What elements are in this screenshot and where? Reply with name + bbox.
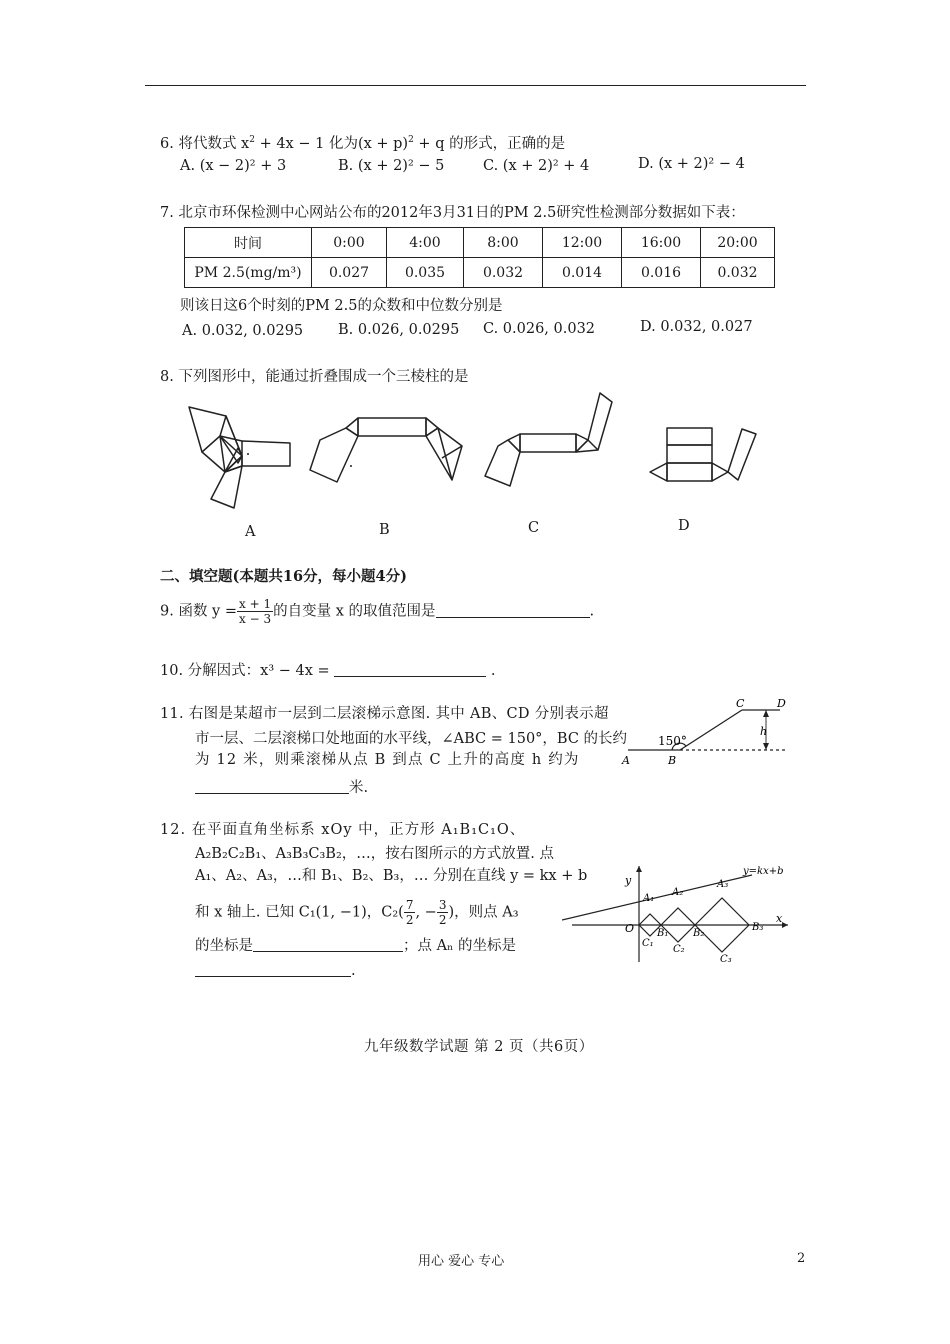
top-rule — [145, 85, 806, 86]
q6-stem: 6. 将代数式 $x^2 + 4x - 1$ 化为$(x + p)^2 + q$ 的形式，正确的是 — [160, 135, 566, 152]
table-cell: 0:00 — [312, 228, 387, 258]
q10-prefix: 10. 分解因式：x³ − 4x = — [160, 663, 330, 679]
point-d-label: D — [777, 697, 786, 710]
table-cell: 20:00 — [701, 228, 775, 258]
q7-question: 则该日这6个时刻的PM 2.5的众数和中位数分别是 — [180, 298, 503, 314]
q11-line-4: 米. — [195, 779, 368, 796]
point-b1-label: B₁ — [657, 928, 669, 939]
q11-line-2: 市一层、二层滚梯口处地面的水平线，∠ABC = 150°，BC 的长约 — [195, 731, 628, 747]
q12-line-6: . — [195, 962, 356, 979]
origin-label: O — [625, 922, 635, 935]
y-axis-label: y — [625, 874, 632, 887]
table-cell: 0.032 — [464, 258, 543, 288]
point-c2-label: C₂ — [673, 944, 685, 955]
q12-line-3: A₁、A₂、A₃，…和 B₁、B₂、B₃，… 分别在直线 y = kx + b — [195, 868, 588, 884]
point-a-label: A — [622, 754, 630, 767]
q6-option-d: D. (x + 2)² − 4 — [638, 156, 745, 172]
table-cell: 8:00 — [464, 228, 543, 258]
q10-line: 10. 分解因式：x³ − 4x = . — [160, 663, 496, 679]
q7-option-c: C. 0.026, 0.032 — [483, 321, 596, 337]
q12-line-5: 的坐标是 ；点 Aₙ 的坐标是 — [195, 938, 516, 954]
q6-option-c: C. (x + 2)² + 4 — [483, 158, 590, 174]
table-cell: 0.027 — [312, 258, 387, 288]
q12-line-4: 和 x 轴上. 已知 C₁(1, −1)，C₂( $\frac{7}{2}$ , − $\frac{3}{2}$ )，则点 A₃ — [195, 898, 519, 927]
page-number: 2 — [797, 1251, 806, 1266]
net-b — [310, 418, 462, 482]
q9-line: 9. 函数 y = $\frac{x + 1}{x - 3}$ 的自变量 x 的取值范围是 . — [160, 597, 595, 626]
q8-stem: 8. 下列图形中，能通过折叠围成一个三棱柱的是 — [160, 369, 469, 385]
height-label: h — [760, 725, 768, 738]
squares-figure — [562, 858, 794, 968]
q12-line-1: 12. 在平面直角坐标系 xOy 中，正方形 A₁B₁C₁O、 — [160, 822, 526, 838]
q12-line-2: A₂B₂C₂B₁、A₃B₃C₃B₂，…，按右图所示的方式放置. 点 — [195, 846, 554, 862]
table-cell: 0.014 — [543, 258, 622, 288]
table-cell: 0.016 — [622, 258, 701, 288]
point-b3-label: B₃ — [752, 922, 764, 933]
net-label-a: A — [245, 524, 256, 540]
q10-answer-blank — [334, 662, 486, 677]
q6-option-a: A. (x − 2)² + 3 — [180, 158, 287, 174]
table-cell: 0.035 — [387, 258, 464, 288]
point-a2-label: A₂ — [672, 887, 684, 898]
table-cell: 12:00 — [543, 228, 622, 258]
fraction-3-2: $\frac{3}{2}$ — [438, 898, 447, 927]
q7-stem: 7. 北京市环保检测中心网站公布的2012年3月31日的PM 2.5研究性检测部分数据如下表： — [160, 205, 745, 221]
table-cell: 0.032 — [701, 258, 775, 288]
point-a3-label: A₃ — [717, 879, 729, 890]
q9-fraction: $\frac{x + 1}{x - 3}$ — [239, 597, 272, 626]
q9-suffix: 的自变量 x 的取值范围是 — [273, 603, 436, 620]
net-d — [650, 428, 756, 481]
q7-option-b: B. 0.026, 0.0295 — [338, 322, 460, 338]
net-label-b: B — [379, 522, 390, 538]
section-2-heading: 二、填空题(本题共16分，每小题4分) — [160, 568, 407, 585]
net-a — [189, 407, 290, 508]
table-header-pm: PM 2.5(mg/m³) — [185, 258, 312, 288]
table-cell: 4:00 — [387, 228, 464, 258]
table-row-time — [185, 228, 775, 258]
point-c3-label: C₃ — [720, 954, 732, 965]
q11-line-3: 为 12 米，则乘滚梯从点 B 到点 C 上升的高度 h 约为 — [195, 752, 580, 768]
q11-answer-blank — [195, 779, 349, 794]
angle-label: 150° — [658, 734, 687, 748]
point-c1-label: C₁ — [642, 938, 654, 949]
q7-option-a: A. 0.032, 0.0295 — [182, 323, 304, 339]
q7-option-d: D. 0.032, 0.027 — [640, 319, 753, 335]
table-header-time: 时间 — [185, 228, 312, 258]
point-b-label: B — [668, 754, 677, 767]
escalator-figure — [620, 695, 795, 770]
fraction-7-2: $\frac{7}{2}$ — [405, 898, 414, 927]
table-cell: 16:00 — [622, 228, 701, 258]
net-c — [485, 393, 612, 486]
point-c-label: C — [736, 697, 745, 710]
q9-answer-blank — [436, 603, 590, 618]
q12-answer-blank-1 — [253, 937, 403, 952]
line-equation-label: y=kx+b — [743, 866, 784, 877]
table-row-pm — [185, 258, 775, 288]
footer-motto: 用心 爱心 专心 — [418, 1254, 505, 1269]
q12-answer-blank-2 — [195, 962, 351, 977]
page-label: 九年级数学试题 第 2 页（共6页） — [364, 1039, 594, 1055]
point-a1-label: A₁ — [643, 893, 655, 904]
q6-option-b: B. (x + 2)² − 5 — [338, 158, 445, 174]
q11-line-1: 11. 右图是某超市一层到二层滚梯示意图. 其中 AB、CD 分别表示超 — [160, 706, 609, 722]
point-b2-label: B₂ — [693, 928, 705, 939]
net-label-c: C — [528, 520, 540, 536]
net-label-d: D — [678, 518, 690, 534]
x-axis-label: x — [776, 912, 783, 925]
pm25-table — [184, 227, 775, 288]
q9-prefix: 9. 函数 y = — [160, 603, 238, 620]
